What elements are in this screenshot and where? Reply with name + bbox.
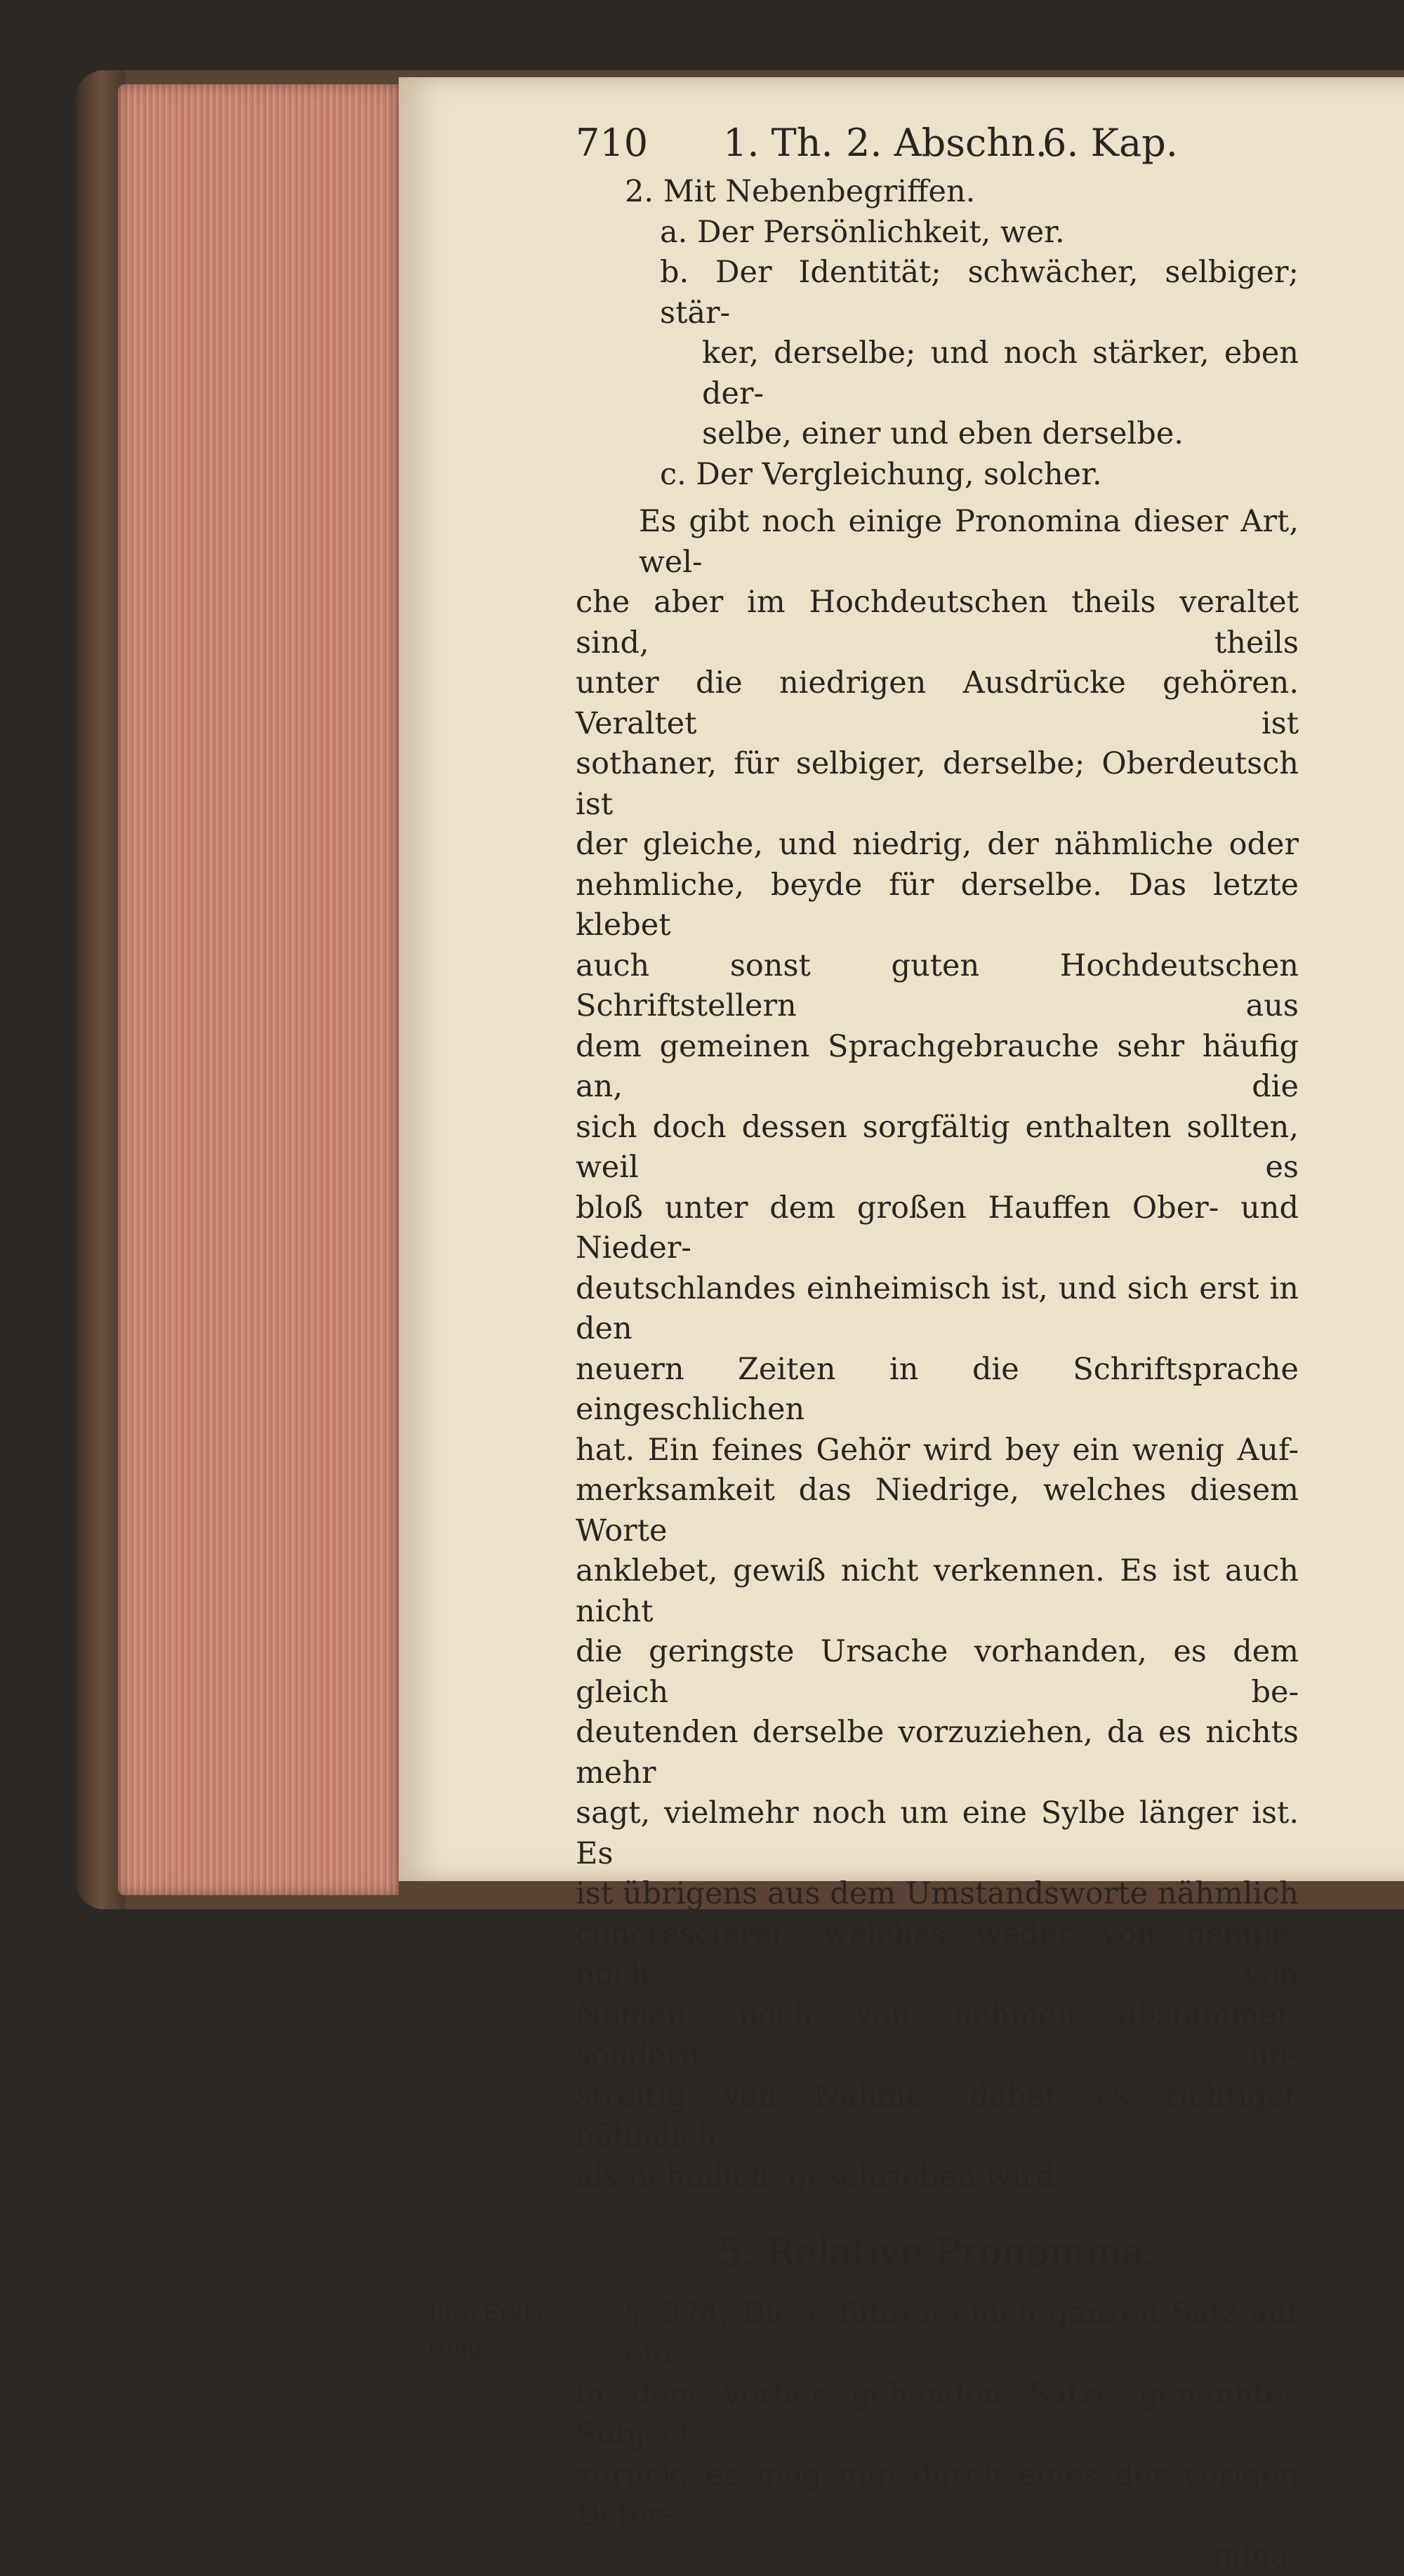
paragraph-line: §. 374. Diese führen einen ganzen Satz auf ein [576,2294,1299,2375]
header-chapter: 6. Kap. [1042,123,1178,164]
paragraph-line: in dem vorher gehenden Satze genanntes Subject [576,2375,1299,2455]
paragraph-line: Es gibt noch einige Pronomina dieser Art, wel- [576,502,1299,583]
paragraph-line: deutenden derselbe vorzuziehen, da es nichts mehr [576,1713,1299,1793]
margin-note-line: rung. [428,2330,555,2365]
page-edges [118,84,399,1895]
paragraph-line: unter die niedrigen Ausdrücke gehören. Veraltet ist [576,663,1299,744]
header-section: 2. Abschn. [846,123,1047,164]
list-line: ker, derselbe; und noch stärker, eben der- [576,333,1299,414]
paragraph-line: Nomen, noch von nehmen abstammet, sondern un- [576,1996,1299,2076]
paragraph-line: die geringste Ursache vorhanden, es dem gleich be- [576,1632,1299,1713]
paragraph-line: bloß unter dem großen Hauffen Ober- und Nieder- [576,1188,1299,1269]
section-paragraph [576,2294,1299,2576]
list-line: b. Der Identität; schwächer, selbiger; stär- [576,253,1299,333]
list-line: selbe, einer und eben derselbe. [576,414,1299,455]
paragraph-line: sich doch dessen sorgfältig enthalten sollten, weil es [576,1108,1299,1188]
paragraph-line: neuern Zeiten in die Schriftsprache eingeschlichen [576,1350,1299,1430]
running-header [576,116,1299,172]
body-paragraph [576,502,1299,2197]
paragraph-line: hat. Ein feines Gehör wird bey ein wenig Auf- [576,1430,1299,1471]
paragraph-line: anklebet, gewiß nicht verkennen. Es ist auch nicht [576,1551,1299,1632]
paragraph-line: sothaner, für selbiger, derselbe; Oberdeutsch ist [576,744,1299,825]
paragraph-line: ist übrigens aus dem Umstandsworte nähmlich [576,1874,1299,1915]
list-block [576,172,1299,495]
paragraph-line: der gleiche, und niedrig, der nähmliche oder [576,825,1299,865]
list-line: a. Der Persönlichkeit, wer. [576,213,1299,253]
paragraph-line: concrescieret, welches weder von nempe, noch von [576,1915,1299,1996]
margin-note-line: Ihre Erklä- [428,2295,555,2330]
paragraph-line: che aber im Hochdeutschen theils veraltet sind, theils [576,583,1299,663]
section-heading: 5. Relative Pronomina. [576,2232,1299,2273]
paragraph-line: deutschlandes einheimisch ist, und sich erst in den [576,1269,1299,1350]
page-number: 710 [576,123,648,164]
page-content [576,116,1299,2576]
paragraph-line: zurück, es mag nun durch eines der vorigen Deter- [576,2455,1299,2536]
paragraph-line: auch sonst guten Hochdeutschen Schriftstellern aus [576,946,1299,1027]
paragraph-line: als nehmlich, geschrieben wird. [576,2157,1299,2198]
header-part: 1. Th. [723,123,833,164]
paragraph-line: dem gemeinen Sprachgebrauche sehr häufig an, die [576,1027,1299,1108]
paragraph-line: sagt, vielmehr noch um eine Sylbe länger ist. Es [576,1793,1299,1874]
list-line: 2. Mit Nebenbegriffen. [576,172,1299,213]
paragraph-line: merksamkeit das Niedrige, welches diesem Worte [576,1470,1299,1551]
list-line: c. Der Vergleichung, solcher. [576,455,1299,496]
paragraph-line: streitig von Nahme, daher es richtiger nähmlich, [576,2076,1299,2157]
paragraph-line: nehmliche, beyde für derselbe. Das letzte klebet [576,865,1299,946]
catchword: mina- [576,2536,1299,2576]
margin-note [428,2295,555,2365]
